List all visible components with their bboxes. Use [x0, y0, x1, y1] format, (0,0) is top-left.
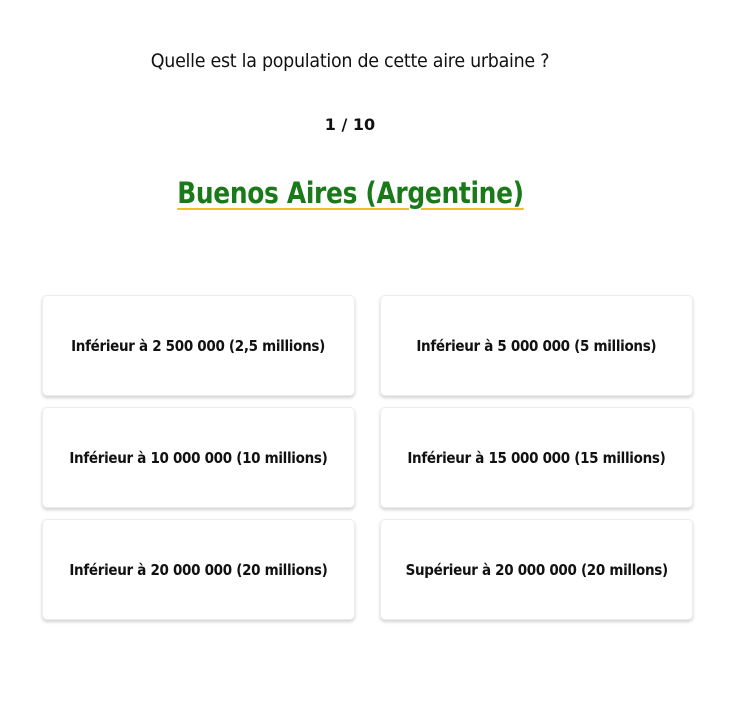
question-text: Quelle est la population de cette aire urbaine ? — [150, 50, 550, 72]
answer-option-6[interactable] — [380, 519, 693, 620]
answer-option-3[interactable] — [42, 407, 355, 508]
answer-option-1[interactable] — [42, 295, 355, 396]
city-heading-container — [0, 176, 700, 210]
question-counter: 1 / 10 — [324, 115, 376, 134]
answer-option-label: Inférieur à 20 000 000 (20 millions) — [69, 560, 328, 579]
answer-option-5[interactable] — [42, 519, 355, 620]
answer-option-4[interactable] — [380, 407, 693, 508]
city-name: Buenos Aires (Argentine) — [176, 176, 524, 210]
answer-option-label: Inférieur à 2 500 000 (2,5 millions) — [71, 336, 326, 355]
answer-option-label: Inférieur à 10 000 000 (10 millions) — [69, 448, 328, 467]
answer-option-label: Inférieur à 15 000 000 (15 millions) — [407, 448, 666, 467]
answer-option-label: Inférieur à 5 000 000 (5 millions) — [416, 336, 657, 355]
answer-option-label: Supérieur à 20 000 000 (20 millons) — [405, 560, 668, 579]
answer-option-2[interactable] — [380, 295, 693, 396]
answer-options — [42, 295, 693, 620]
